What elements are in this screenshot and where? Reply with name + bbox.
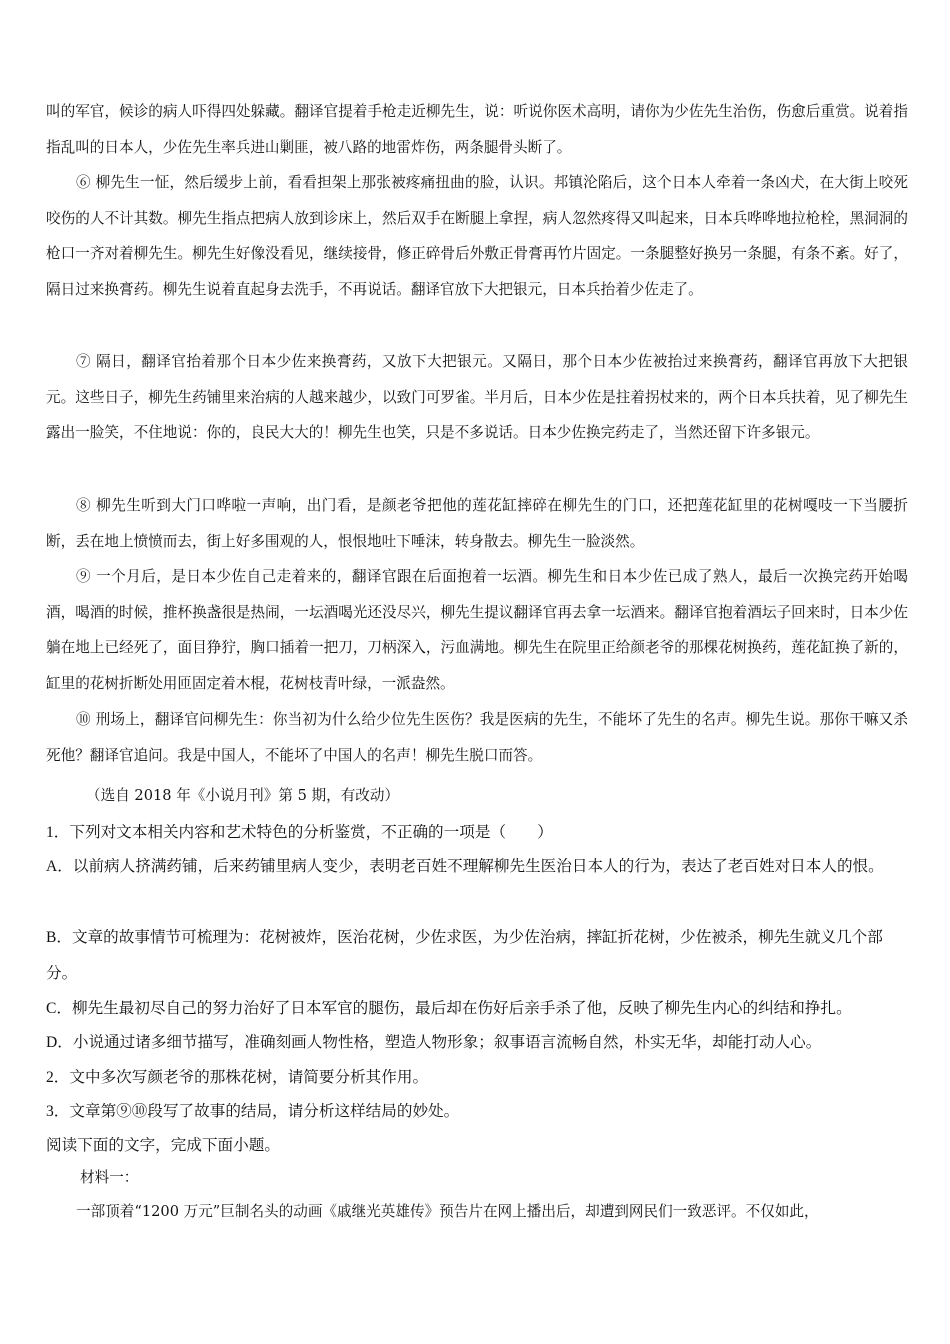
material-paragraph-1: 一部顶着“1200 万元”巨制名头的动画《戚继光英雄传》预告片在网上播出后，却遭到网民们一致恶评。不仅如此，	[76, 1203, 819, 1220]
story-paragraph-6: ⑥ 柳先生一怔，然后缓步上前，看看担架上那张被疼痛扭曲的脸，认识。邦镇沦陷后，这个日本人牵着一条凶犬，在大街上咬死咬伤的人不计其数。柳先生指点把病人放到诊床上，然后双手在断腿上拿捏，病人忽然疼得又叫起来，日本兵哗哗地拉枪栓，黑洞洞的枪口一齐对着柳先生。柳先生好像没看见，继续接骨，修正碎骨后外敷正骨膏再竹片固定。一条腿整好换另一条腿，有条不紊。好了，隔日过来换膏药。柳先生说着直起身去洗手，不再说话。翻译官放下大把银元，日本兵抬着少佐走了。	[46, 174, 908, 298]
story-paragraph-5-continued: 叫的军官，候诊的病人吓得四处躲藏。翻译官提着手枪走近柳先生，说：听说你医术高明，请你为少佐先生治伤，伤愈后重赏。说着指指乱叫的日本人，少佐先生率兵进山剿匪，被八路的地雷炸伤，两条腿骨头断了。	[46, 103, 908, 156]
story-paragraph-9: ⑨ 一个月后，是日本少佐自己走着来的，翻译官跟在后面抱着一坛酒。柳先生和日本少佐已成了熟人，最后一次换完药开始喝酒，喝酒的时候，推杯换盏很是热闹，一坛酒喝光还没尽兴，柳先生提议翻译官再去拿一坛酒来。翻译官抱着酒坛子回来时，日本少佐躺在地上已经死了，面目狰狞，胸口插着一把刀，刀柄深入，污血满地。柳先生在院里正给颜老爷的那棵花树换药，莲花缸换了新的，缸里的花树折断处用匝固定着木棍，花树枝青叶绿，一派盎然。	[46, 568, 908, 692]
story-paragraph-10: ⑩ 刑场上，翻译官问柳先生：你当初为什么给少位先生医伤？我是医病的先生，不能坏了先生的名声。柳先生说。那你干嘛又杀死他？翻译官追问。我是中国人，不能坏了中国人的名声！柳先生脱口而答。	[46, 711, 908, 764]
question-2: 2．文中多次写颜老爷的那株花树，请简要分析其作用。	[46, 1069, 429, 1086]
question-1: 1．下列对文本相关内容和艺术特色的分析鉴赏，不正确的一项是（ ）	[46, 824, 553, 841]
story-paragraph-7: ⑦ 隔日，翻译官抬着那个日本少佐来换膏药，又放下大把银元。又隔日，那个日本少佐被抬过来换膏药，翻译官再放下大把银元。这些日子，柳先生药铺里来治病的人越来越少，以致门可罗雀。半月后，日本少佐是拄着拐杖来的，两个日本兵扶着，见了柳先生露出一脸笑，不住地说：你的，良民大大的！柳先生也笑，只是不多说话。日本少佐换完药走了，当然还留下许多银元。	[46, 353, 908, 442]
story-paragraph-8: ⑧ 柳先生听到大门口哗啦一声响，出门看，是颜老爷把他的莲花缸摔碎在柳先生的门口，还把莲花缸里的花树嘎吱一下当腰折断，丢在地上愤愤而去，街上好多围观的人，恨恨地吐下唾沫，转身散去。柳先生一脸淡然。	[46, 497, 908, 550]
story-source: （选自 2018 年《小说月刊》第 5 期，有改动）	[86, 787, 400, 804]
reading-instruction: 阅读下面的文字，完成下面小题。	[46, 1137, 280, 1154]
material-label: 材料一：	[80, 1169, 139, 1186]
question-1-option-b: B．文章的故事情节可梳理为：花树被炸，医治花树，少佐求医，为少佐治病，摔缸折花树，少佐被杀，柳先生就义几个部分。	[46, 929, 883, 982]
question-3: 3．文章第⑨⑩段写了故事的结局，请分析这样结局的妙处。	[46, 1103, 460, 1120]
question-1-option-a: A．以前病人挤满药铺，后来药铺里病人变少，表明老百姓不理解柳先生医治日本人的行为，表达了老百姓对日本人的恨。	[46, 858, 884, 875]
question-1-option-d: D．小说通过诸多细节描写，准确刻画人物性格，塑造人物形象；叙事语言流畅自然，朴实无华，却能打动人心。	[46, 1034, 822, 1051]
question-1-option-c: C．柳先生最初尽自己的努力治好了日本军官的腿伤，最后却在伤好后亲手杀了他，反映了柳先生内心的纠结和挣扎。	[46, 1000, 852, 1017]
